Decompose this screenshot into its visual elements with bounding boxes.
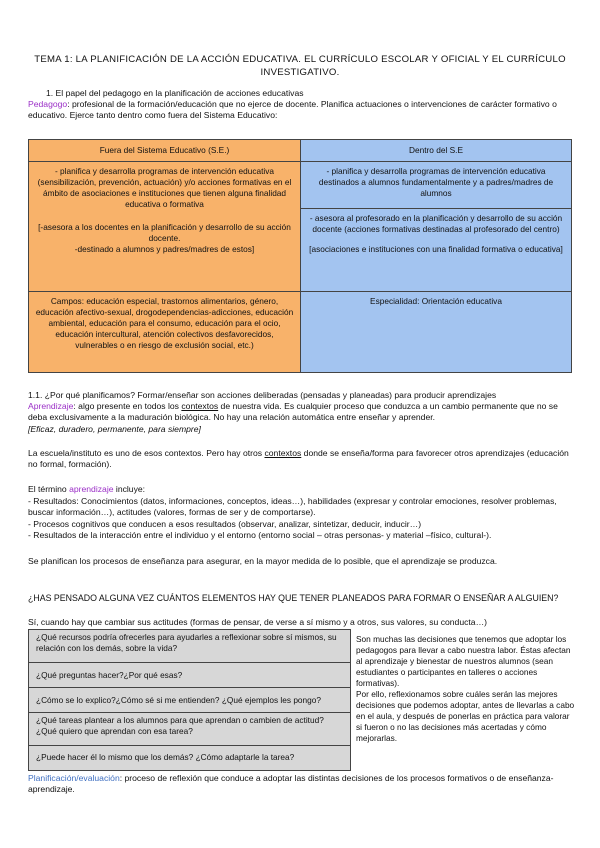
pedagogo-term: Pedagogo	[28, 99, 68, 109]
closing-paragraph: Se planifican los procesos de enseñanza para asegurar, en la mayor medida de lo posible, que el aprendizaje se produzca.	[28, 556, 498, 566]
question-heading: ¿HAS PENSADO ALGUNA VEZ CUÁNTOS ELEMENTOS HAY QUE TENER PLANEADOS PARA FORMAR O ENSEÑAR A ALGUIEN?	[28, 593, 559, 603]
question-row: ¿Qué recursos podría ofrecerles para ayudarles a reflexionar sobre sí mismos, su relación con los demás, sobre la vida?	[29, 630, 350, 663]
table-header-inside: Dentro del S.E	[300, 140, 571, 161]
aprendizaje-definition: Aprendizaje: algo presente en todos los contextos de nuestra vida. Es cualquier proceso que conduzca a un cambio permanente que no se deba exclusivamente a la maduración biológica. No hay una relación automática entre enseñar y aprender.	[28, 401, 558, 423]
list-item: - Resultados: Conocimientos (datos, informaciones, conceptos, ideas…), habilidades (expresar y controlar emociones, resolver problemas, buscar información…), actitudes (valores, formas de ser y de comportarse).	[28, 496, 557, 518]
roles-table	[28, 139, 572, 373]
learning-includes: El término aprendizaje incluye:	[28, 484, 146, 494]
list-item: - Procesos cognitivos que conducen a esos resultados (observar, analizar, sintetizar, deducir, inducir…)	[28, 518, 422, 529]
question-row: ¿Qué tareas plantear a los alumnos para que aprendan o cambien de actitud?¿Qué quiero que aprendan con esa tarea?	[29, 713, 350, 746]
question-subline: Sí, cuando hay que cambiar sus actitudes (formas de pensar, de verse a sí mismo y a otros, sus valores, su conducta…)	[28, 617, 488, 627]
question-row: ¿Qué preguntas hacer?¿Por qué esas?	[29, 663, 350, 688]
contexts-paragraph: La escuela/instituto es uno de esos contextos. Pero hay otros contextos donde se enseña/forma para favorecer otros aprendizajes (educación no formal, formación).	[28, 448, 569, 470]
italic-note: [Eficaz, duradero, permanente, para siempre]	[28, 424, 201, 434]
questions-table	[28, 629, 351, 771]
question-row: ¿Cómo se lo explico?¿Cómo sé si me entienden? ¿Qué ejemplos les pongo?	[29, 688, 350, 713]
planificacion-term: Planificación/evaluación	[28, 773, 120, 783]
table-cell-outside-functions: - planifica y desarrolla programas de intervención educativa (sensibilización, prevención, actuación) y/o acciones formativas en el ámbito de asociaciones e instituciones que tienen alguna finalidad educativa o formativa [-asesora a los docentes en la planificación y desarrollo de su acción docente. -destinado a alumnos y padres/madres de estos]	[29, 161, 300, 291]
decisions-text: Son muchas las decisiones que tenemos que adoptar los pedagogos para llevar a cabo nuestra labor. Éstas afectan al aprendizaje y bienestar de nuestros alumnos (sean estudiantes o participantes en talleres o acciones formativas). Por ello, reflexionamos sobre cuáles serán las mejores decisiones que podemos adoptar, antes de llevarlas a cabo en el aula, y después de ponerlas en práctica para valorar si fueron o no las decisiones más acertadas y cómo mejorarlas.	[356, 634, 575, 743]
section-1-1-heading: 1.1. ¿Por qué planificamos? Formar/enseñar son acciones deliberadas (pensadas y planeadas) para producir aprendizajes	[28, 390, 497, 400]
section-1-heading: 1. El papel del pedagogo en la planificación de acciones educativas	[46, 88, 304, 98]
aprendizaje-term: Aprendizaje	[28, 401, 74, 411]
table-cell-inside-advice: - asesora al profesorado en la planificación y desarrollo de su acción docente (acciones formativas destinadas al profesorado del centro) [asociaciones e instituciones con una finalidad formativa o educativa]	[300, 208, 571, 291]
aprendizaje-term-2: aprendizaje	[69, 484, 114, 494]
table-cell-inside-programs: - planifica y desarrolla programas de intervención educativa destinados a alumnos fundamentalmente y a padres/madres de alumnos	[300, 161, 571, 208]
learning-list	[28, 496, 576, 542]
table-cell-specialty: Especialidad: Orientación educativa	[300, 291, 571, 372]
planning-definition: Planificación/evaluación: proceso de reflexión que conduce a adoptar las distintas decisiones de los procesos formativos o de enseñanza-aprendizaje.	[28, 773, 554, 795]
document-title: TEMA 1: LA PLANIFICACIÓN DE LA ACCIÓN EDUCATIVA. EL CURRÍCULO ESCOLAR Y OFICIAL Y EL CURRÍCULO INVESTIGATIVO.	[34, 54, 566, 78]
table-header-outside: Fuera del Sistema Educativo (S.E.)	[29, 140, 300, 161]
pedagogo-definition: Pedagogo: profesional de la formación/educación que no ejerce de docente. Planifica actuaciones o intervenciones de carácter formativo o educativo. Ejerce tanto dentro como fuera del Sistema Educativo:	[28, 99, 557, 121]
list-item: - Resultados de la interacción entre el individuo y el entorno (entorno social – otras personas- y material –físico, cultural-).	[28, 530, 492, 541]
question-row: ¿Puede hacer él lo mismo que los demás? ¿Cómo adaptarle la tarea?	[29, 746, 350, 770]
table-cell-fields: Campos: educación especial, trastornos alimentarios, género, educación afectivo-sexual, drogodependencias-adicciones, educación ambiental, educación para el consumo, educación para el ocio, educación intercultural, atención colectivos desfavorecidos, vulnerables o en riesgo de exclusión social, etc.)	[29, 291, 300, 372]
